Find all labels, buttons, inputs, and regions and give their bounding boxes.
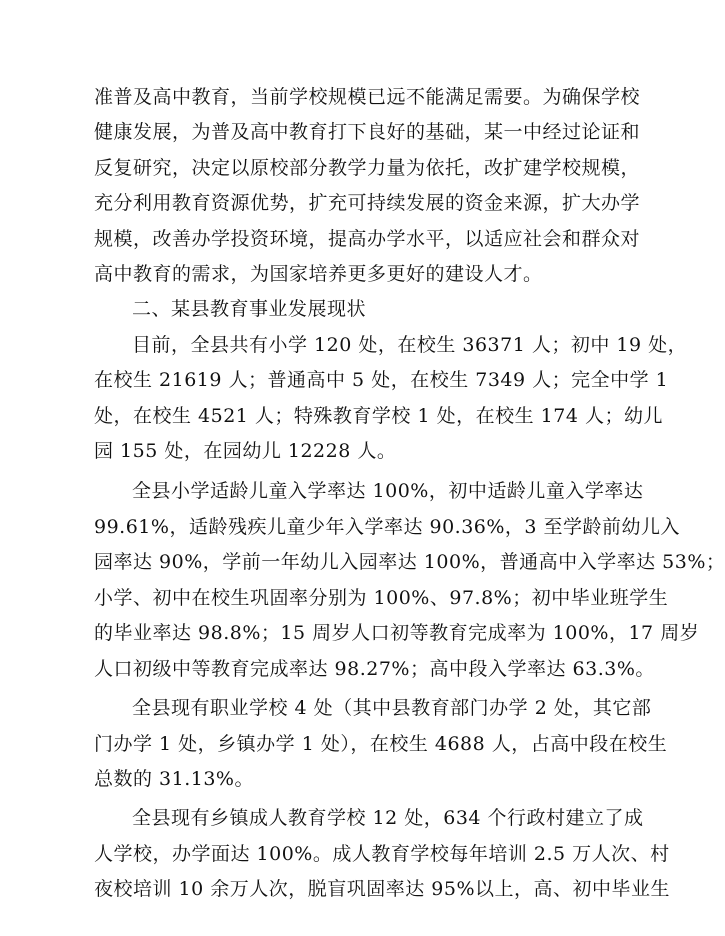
text-line: 处，在校生 4521 人；特殊教育学校 1 处，在校生 174 人；幼儿	[94, 405, 663, 427]
text-line: 健康发展，为普及高中教育打下良好的基础，某一中经过论证和	[94, 121, 641, 143]
text-line: 总数的 31.13%。	[94, 768, 254, 790]
text-line: 在校生 21619 人；普通高中 5 处，在校生 7349 人；完全中学 1	[94, 369, 669, 391]
text-line: 全县小学适龄儿童入学率达 100%，初中适龄儿童入学率达	[132, 480, 644, 502]
text-line: 人口初级中等教育完成率达 98.27%；高中段入学率达 63.3%。	[94, 658, 655, 680]
text-line: 全县现有乡镇成人教育学校 12 处，634 个行政村建立了成	[132, 807, 644, 829]
text-line: 园 155 处，在园幼儿 12228 人。	[94, 440, 397, 462]
text-line: 全县现有职业学校 4 处（其中县教育部门办学 2 处，其它部	[132, 697, 652, 719]
text-line: 人学校，办学面达 100%。成人教育学校每年培训 2.5 万人次、村	[94, 843, 670, 865]
text-line: 门办学 1 处，乡镇办学 1 处），在校生 4688 人，占高中段在校生	[94, 733, 668, 755]
text-line: 99.61%，适龄残疾儿童少年入学率达 90.36%，3 至学龄前幼儿入	[94, 516, 681, 538]
text-line: 规模，改善办学投资环境，提高办学水平，以适应社会和群众对	[94, 228, 641, 250]
text-line: 园率达 90%，学前一年幼儿入园率达 100%，普通高中入学率达 53%；	[94, 551, 725, 573]
text-line: 充分利用教育资源优势，扩充可持续发展的资金来源，扩大办学	[94, 192, 641, 214]
text-line: 目前，全县共有小学 120 处，在校生 36371 人；初中 19 处，	[132, 334, 688, 356]
section-heading: 二、某县教育事业发展现状	[132, 298, 367, 320]
text-line: 小学、初中在校生巩固率分别为 100%、97.8%；初中毕业班学生	[94, 587, 669, 609]
text-line: 的毕业率达 98.8%；15 周岁人口初等教育完成率为 100%，17 周岁	[94, 622, 700, 644]
text-line: 反复研究，决定以原校部分教学力量为依托，改扩建学校规模，	[94, 157, 641, 179]
text-line: 准普及高中教育，当前学校规模已远不能满足需要。为确保学校	[94, 86, 641, 108]
text-line: 高中教育的需求，为国家培养更多更好的建设人才。	[94, 263, 543, 285]
text-line: 夜校培训 10 余万人次，脱盲巩固率达 95%以上，高、初中毕业生	[94, 878, 671, 900]
